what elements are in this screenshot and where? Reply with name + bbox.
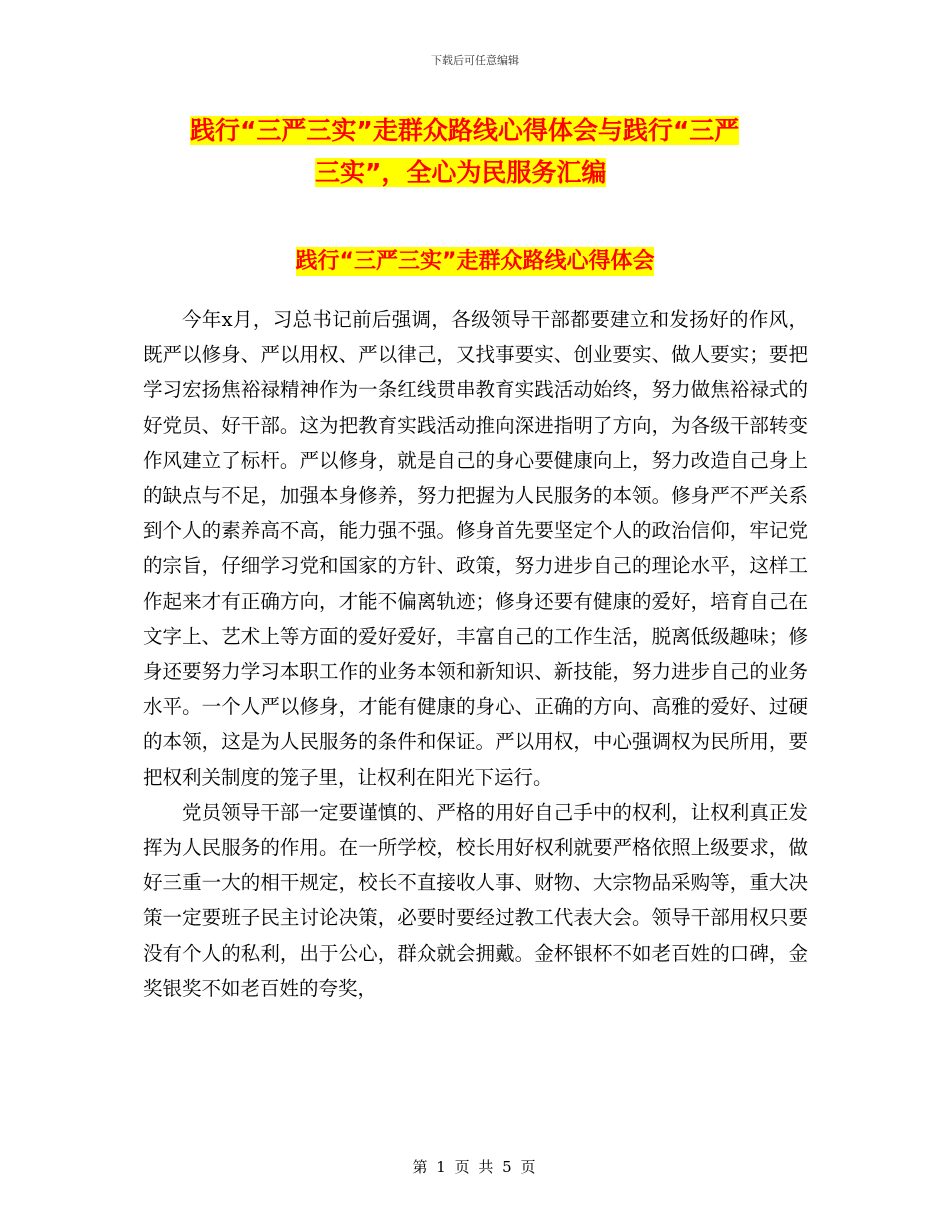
section-title [0, 244, 950, 275]
document-title-line-2 [190, 152, 810, 194]
document-title-line-2-text: 三实”，全心为民服务汇编 [315, 158, 607, 187]
body-paragraph-1: 今年x月，习总书记前后强调，各级领导干部都要建立和发扬好的作风，既严以修身、严以用权、严以律己，又找事要实、创业要实、做人要实；要把学习宏扬焦裕禄精神作为一条红线贯串教育实践活动始终，努力做焦裕禄式的好党员、好干部。这为把教育实践活动推向深进指明了方向，为各级干部转变作风建立了标杆。严以修身，就是自己的身心要健康向上，努力改造自己身上的缺点与不足，加强本身修养，努力把握为人民服务的本领。修身严不严关系到个人的素养高不高，能力强不强。修身首先要坚定个人的政治信仰，牢记党的宗旨，仔细学习党和国家的方针、政策，努力进步自己的理论水平，这样工作起来才有正确方向，才能不偏离轨迹；修身还要有健康的爱好，培育自己在文字上、艺术上等方面的爱好爱好，丰富自己的工作生活，脱离低级趣味；修身还要努力学习本职工作的业务本领和新知识、新技能，努力进步自己的业务水平。一个人严以修身，才能有健康的身心、正确的方向、高雅的爱好、过硬的本领，这是为人民服务的条件和保证。严以用权，中心强调权为民所用，要把权利关制度的笼子里，让权利在阳光下运行。 [143, 308, 808, 789]
body-paragraph-2: 党员领导干部一定要谨慎的、严格的用好自己手中的权利，让权利真正发挥为人民服务的作用。在一所学校，校长用好权利就要严格依照上级要求，做好三重一大的相干规定，校长不直接收人事、财物、大宗物品采购等，重大决策一定要班子民主讨论决策，必要时要经过教工代表大会。领导干部用权只要没有个人的私利，出于公心，群众就会拥戴。金杯银杯不如老百姓的口碑，金奖银奖不如老百姓的夸奖， [143, 800, 808, 1000]
page-header-note: 下载后可任意编辑 [431, 54, 519, 67]
section-title-text: 践行“三严三实”走群众路线心得体会 [295, 249, 655, 274]
document-body [143, 302, 808, 1006]
page-number-footer: 第 1 页 共 5 页 [412, 1158, 538, 1176]
document-title-line-1 [190, 110, 810, 152]
document-title [190, 110, 810, 194]
document-title-line-1-text: 践行“三严三实”走群众路线心得体会与践行“三严 [190, 116, 740, 145]
